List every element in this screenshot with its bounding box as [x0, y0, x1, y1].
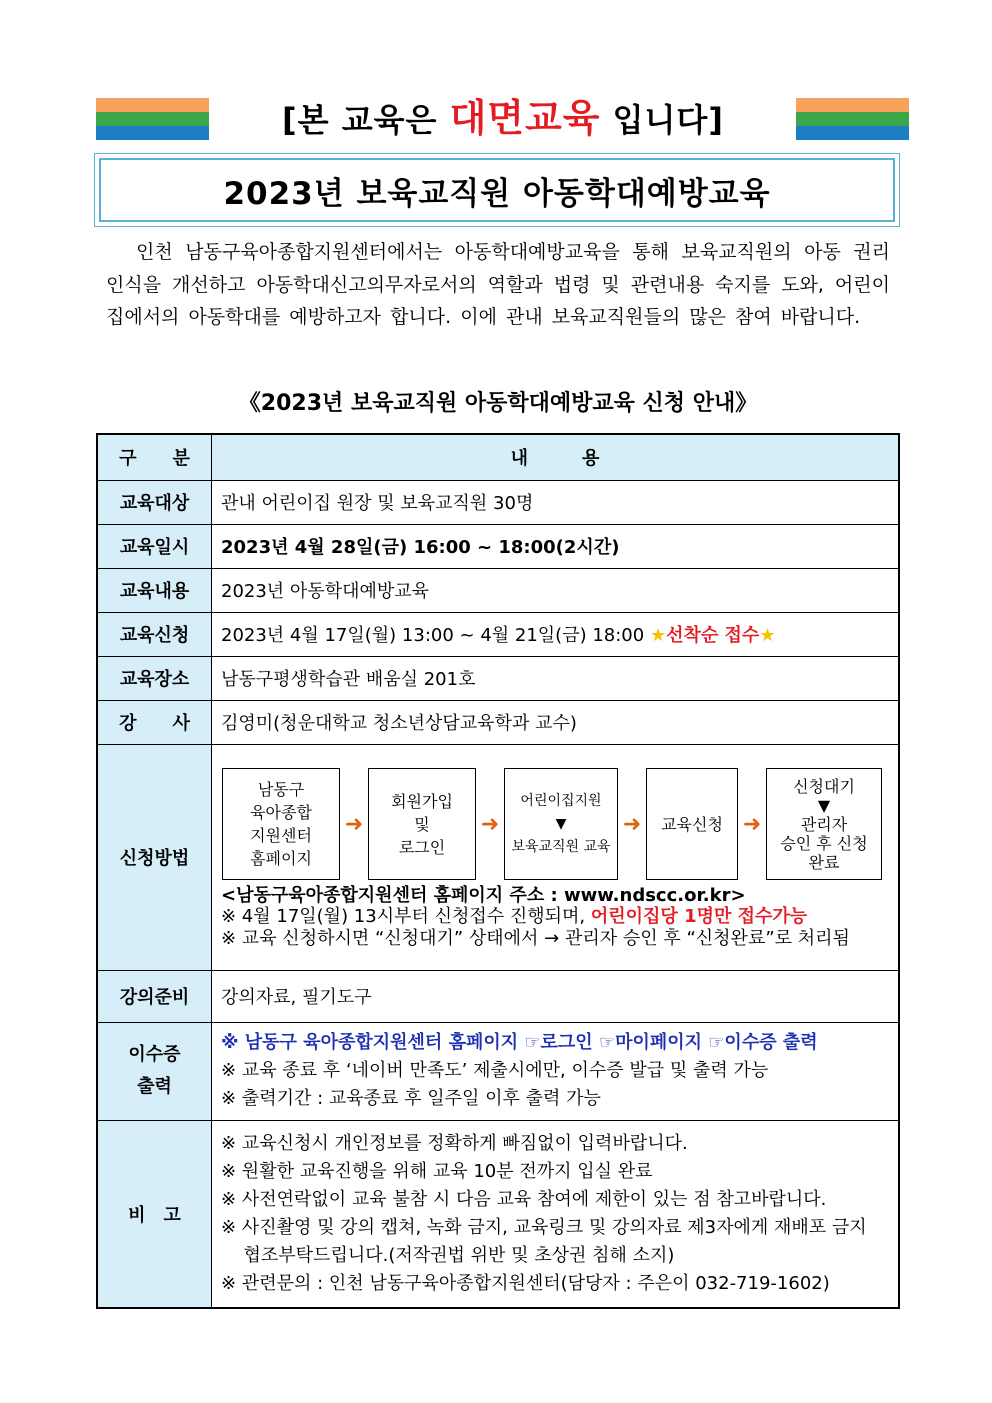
application-flow: [222, 768, 889, 880]
decor-stripe-right: [796, 98, 909, 140]
value-datetime: 2023년 4월 28일(금) 16:00 ~ 18:00(2시간): [212, 524, 900, 568]
row-datetime: [97, 524, 899, 568]
label-cert: 이수증 출력: [97, 1022, 212, 1120]
value-apply: 2023년 4월 17일(월) 13:00 ~ 4월 21일(금) 18:00 ★선착순 접수★: [212, 612, 900, 656]
label-content: 교육내용: [97, 568, 212, 612]
method-note-2: ※ 교육 신청하시면 “신청대기” 상태에서 → 관리자 승인 후 “신청완료”로 처리됨: [221, 928, 850, 949]
row-instructor: [97, 700, 899, 744]
arrow-right-icon: ➜: [344, 811, 364, 837]
header-banner: [본 교육은 대면교육 입니다]: [282, 96, 724, 140]
value-prep: 강의자료, 필기도구: [212, 970, 900, 1022]
row-prep: [97, 970, 899, 1022]
value-place: 남동구평생학습관 배움실 201호: [212, 656, 900, 700]
remark-line: ※ 관련문의 : 인천 남동구육아종합지원센터(담당자 : 주은이 032-719-1602): [221, 1272, 830, 1294]
header-content: 내 용: [212, 434, 900, 480]
label-target: 교육대상: [97, 480, 212, 524]
remark-line: ※ 원활한 교육진행을 위해 교육 10분 전까지 입실 완료: [221, 1160, 653, 1182]
remark-line: ※ 사진촬영 및 강의 캡쳐, 녹화 금지, 교육링크 및 강의자료 제3자에게 재배포 금지 협조부탁드립니다.(저작권법 위반 및 초상권 침해 소지): [221, 1216, 867, 1266]
row-cert: [97, 1022, 899, 1120]
label-method: 신청방법: [97, 744, 212, 970]
label-apply: 교육신청: [97, 612, 212, 656]
value-method: [212, 744, 900, 970]
row-method: [97, 744, 899, 970]
guide-title: 《2023년 보육교직원 아동학대예방교육 신청 안내》: [238, 391, 758, 416]
value-content: 2023년 아동학대예방교육: [212, 568, 900, 612]
remark-line: ※ 교육신청시 개인정보를 정확하게 빠짐없이 입력바랍니다.: [221, 1132, 688, 1154]
arrow-right-icon: ➜: [622, 811, 642, 837]
cert-line-3: ※ 출력기간 : 교육종료 후 일주일 이후 출력 가능: [221, 1088, 601, 1109]
row-remarks: [97, 1120, 899, 1308]
title-box: [94, 153, 900, 227]
remark-line: ※ 사전연락없이 교육 불참 시 다음 교육 참여에 제한이 있는 점 참고바랍니다.: [221, 1188, 827, 1210]
value-remarks: [212, 1120, 900, 1308]
row-target: [97, 480, 899, 524]
value-cert: [212, 1022, 900, 1120]
flow-step-daycare-support: 어린이집지원 ▼ 보육교직원 교육: [504, 768, 618, 880]
decor-stripe-left: [96, 98, 209, 140]
table-header-row: [97, 434, 899, 480]
intro-paragraph: 인천 남동구육아종합지원센터에서는 아동학대예방교육을 통해 보육교직원의 아동 권리 인식을 개선하고 아동학대신고의무자로서의 역할과 법령 및 관련내용 숙지를 도와, 어린이집에서의 아동학대를 예방하고자 합니다. 이에 관내 보육교직원들의 많은 참여 바랍니다.: [106, 241, 890, 328]
arrow-right-icon: ➜: [742, 811, 762, 837]
arrow-right-icon: ➜: [480, 811, 500, 837]
label-prep: 강의준비: [97, 970, 212, 1022]
label-remarks: 비 고: [97, 1120, 212, 1308]
method-note-1: ※ 4월 17일(월) 13시부터 신청접수 진행되며, 어린이집당 1명만 접수가능: [221, 906, 808, 927]
page-title: 2023년 보육교직원 아동학대예방교육: [99, 158, 895, 222]
flow-step-apply: 교육신청: [646, 768, 738, 880]
label-datetime: 교육일시: [97, 524, 212, 568]
star-icon: ★: [759, 625, 776, 646]
apply-note: 선착순 접수: [666, 625, 760, 646]
label-place: 교육장소: [97, 656, 212, 700]
cert-line-2: ※ 교육 종료 후 ‘네이버 만족도’ 제출시에만, 이수증 발급 및 출력 가능: [221, 1060, 769, 1081]
label-instructor: 강 사: [97, 700, 212, 744]
row-place: [97, 656, 899, 700]
homepage-address: <남동구육아종합지원센터 홈페이지 주소 : www.ndscc.or.kr>: [221, 885, 746, 906]
value-instructor: 김영미(청운대학교 청소년상담교육학과 교수): [212, 700, 900, 744]
value-target: 관내 어린이집 원장 및 보육교직원 30명: [212, 480, 900, 524]
header-label: 구 분: [97, 434, 212, 480]
flow-step-approval: 신청대기 ▼ 관리자 승인 후 신청 완료: [766, 768, 882, 880]
info-table: [96, 433, 900, 1309]
flow-step-login: 회원가입 및 로그인: [368, 768, 476, 880]
star-icon: ★: [649, 625, 667, 646]
cert-line-1: ※ 남동구 육아종합지원센터 홈페이지 ☞로그인 ☞마이페이지 ☞이수증 출력: [221, 1032, 818, 1053]
flow-step-homepage: 남동구 육아종합 지원센터 홈페이지: [222, 768, 340, 880]
row-content: [97, 568, 899, 612]
row-apply: [97, 612, 899, 656]
banner-emphasis: 대면교육: [449, 96, 601, 140]
